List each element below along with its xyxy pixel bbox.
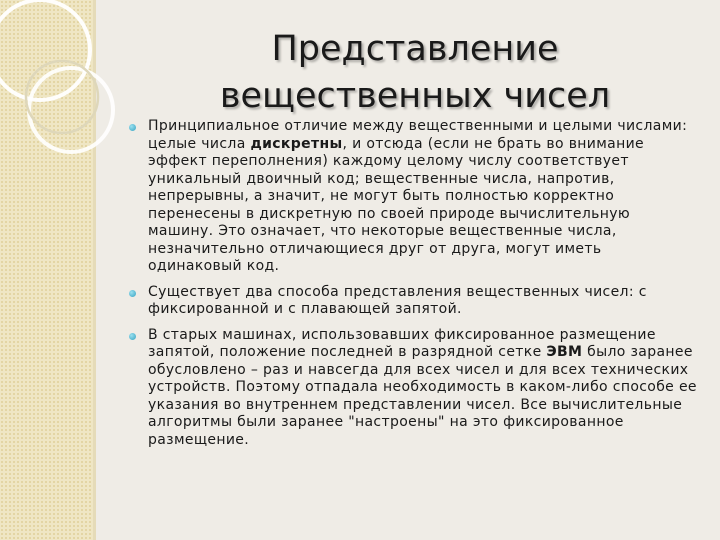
- bullet-text-part: Принципиальное отличие между вещественными и целыми числами: целые числа: [148, 118, 688, 152]
- bullet-item: [128, 284, 698, 319]
- bullet-text: Существует два способа представления вещественных чисел: с фиксированной и с плавающей запятой.: [148, 283, 647, 317]
- bullet-item: [128, 327, 698, 450]
- title-line-2: вещественных чисел: [219, 76, 611, 116]
- title-line-1: Представление: [271, 29, 559, 69]
- bullet-text: [148, 327, 698, 450]
- slide-title: [150, 26, 680, 120]
- bullet-text-part: было заранее обусловлено – раз и навсегда для всех чисел и для всех технических устройств. Поэтому отпадала необходимость в каком-либо способе ее указания во внутреннем представлении чисел. Все вычислительные алгоритмы были заранее "настроены" на это фиксированное размещение.: [148, 344, 697, 448]
- bullet-text: [148, 118, 698, 276]
- bullet-icon: [129, 290, 136, 297]
- bullet-bold-term: дискретны: [250, 135, 343, 152]
- bullet-text-part: В старых машинах, использовавших фиксированное размещение запятой, положение последней в разрядной сетке: [148, 326, 656, 360]
- bullet-list: [128, 118, 698, 457]
- bullet-icon: [129, 124, 136, 131]
- bullet-icon: [129, 333, 136, 340]
- bullet-text-part: , и отсюда (если не брать во внимание эффект переполнения) каждому целому числу соответствует уникальный двоичный код; вещественные числа, напротив, непрерывны, а значит, не могут быть полностью корректно перенесены в дискретную по своей природе вычислительную машину. Это означает, что некоторые вещественные числа, незначительно отличающиеся друг от друга, могут иметь одинаковый код.: [148, 135, 645, 274]
- bullet-bold-term: ЭВМ: [546, 344, 583, 360]
- bullet-item: [128, 118, 698, 276]
